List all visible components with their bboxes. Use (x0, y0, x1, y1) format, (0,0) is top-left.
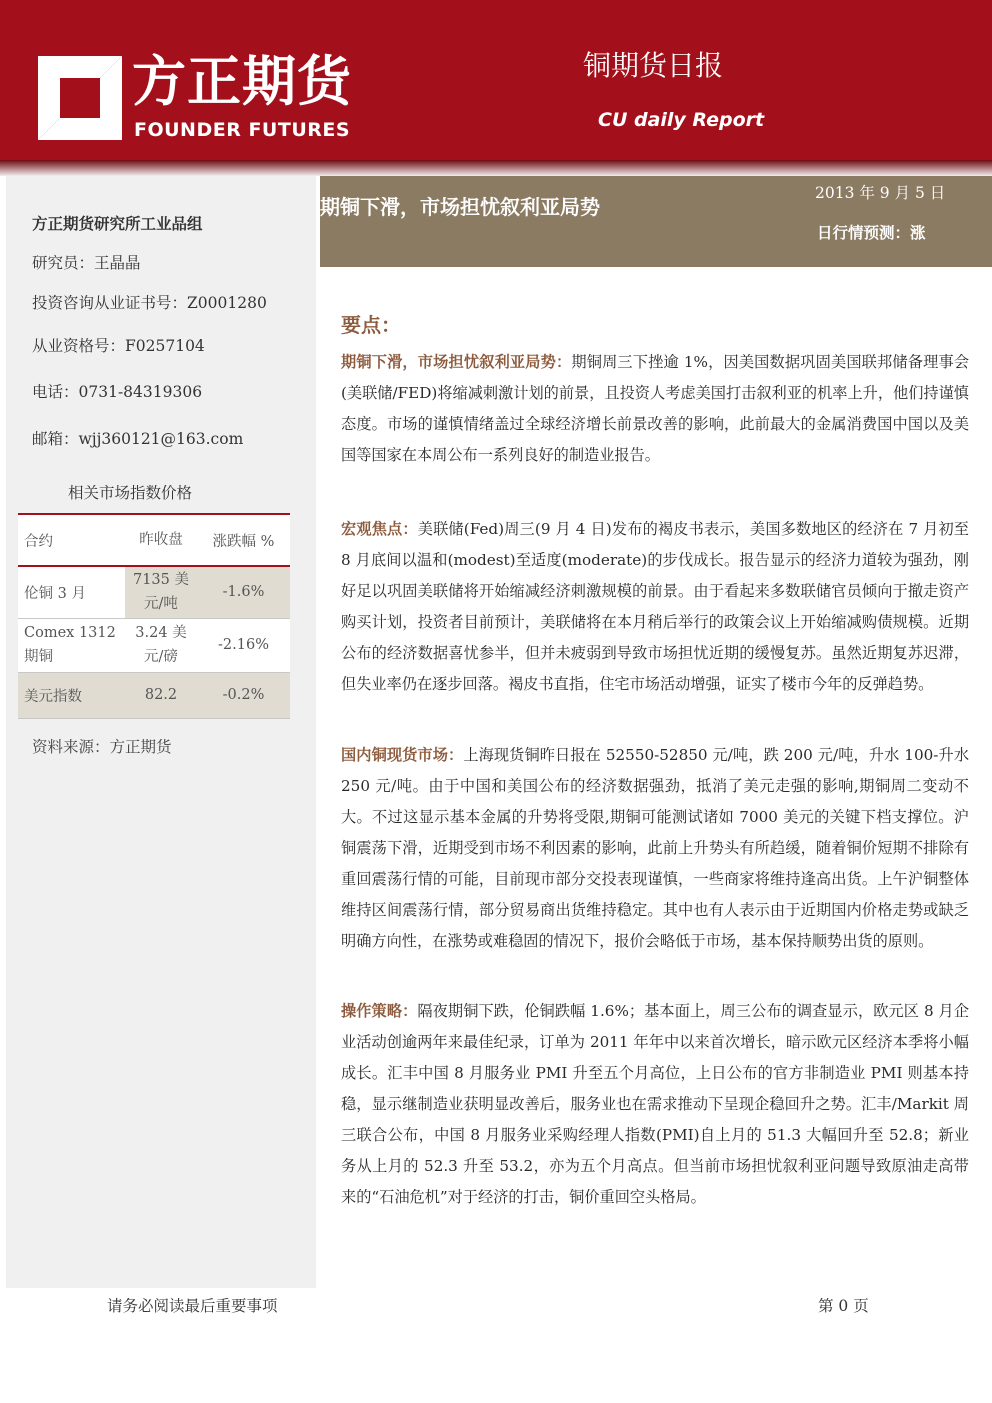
table-cell-change: -0.2% (197, 672, 290, 718)
table-row (18, 672, 290, 718)
table-cell-change: -2.16% (197, 618, 290, 672)
report-title-cn: 铜期货日报 (583, 49, 724, 82)
table-cell-contract: 美元指数 (18, 672, 125, 718)
paragraph-body: 期铜周三下挫逾 1%，因美国数据巩固美国联邦储备理事会(美联储/FED)将缩减刺激计划的前景，且投资人考虑美国打击叙利亚的机率上升，他们持谨慎态度。市场的谨慎情绪盖过全球经济增长前景改善的影响，此前最大的金属消费国中国以及美国等国家在本周公布一系列良好的制造业报告。 (341, 353, 970, 464)
logo-text-cn: 方正期货 (132, 50, 352, 113)
sidebar-qual-no: 从业资格号：F0257104 (32, 337, 205, 355)
paragraph-spot-market (341, 740, 969, 957)
market-price-table (18, 513, 290, 719)
sidebar-researcher: 研究员：王晶晶 (32, 254, 141, 272)
table-cell-close: 3.24 美元/磅 (125, 618, 197, 672)
table-header-row (18, 514, 290, 566)
table-cell-close: 7135 美元/吨 (125, 566, 197, 618)
report-header (0, 0, 992, 160)
sidebar-phone: 电话：0731-84319306 (32, 383, 203, 401)
daily-prediction: 日行情预测：涨 (817, 224, 926, 242)
logo-text-en: FOUNDER FUTURES (134, 119, 351, 141)
paragraph-body: 美联储(Fed)周三(9 月 4 日)发布的褐皮书表示，美国多数地区的经济在 7 月初至 8 月底间以温和(modest)至适度(moderate)的步伐成长。报告显示的经济力道较为强劲，刚好足以巩固美联储将开始缩减经济刺激规模的前景。由于看起来多数联储官员倾向于撤走资产购买计划，投资者目前预计，美联储将在本月稍后举行的政策会议上开始缩减购债规模。近期公布的经济数据喜忧参半，但并未疲弱到导致市场担忧近期的缓慢复苏。虽然近期复苏迟滞，但失业率仍在逐步回落。褐皮书直指，住宅市场活动增强，证实了楼市今年的反弹趋势。 (341, 520, 969, 693)
key-points-heading: 要点： (341, 313, 401, 337)
table-cell-contract: Comex 1312 期铜 (18, 618, 125, 672)
table-row (18, 566, 290, 618)
paragraph-lead: 期铜下滑，市场担忧叙利亚局势： (341, 353, 572, 371)
page-number: 第 0 页 (818, 1297, 869, 1315)
report-title-en: CU daily Report (598, 109, 765, 131)
table-header-cell: 昨收盘 (125, 514, 197, 566)
table-cell-close: 82.2 (125, 672, 197, 718)
table-cell-change: -1.6% (197, 566, 290, 618)
sidebar-org: 方正期货研究所工业品组 (32, 215, 203, 233)
founder-logo-icon (38, 56, 122, 140)
table-cell-contract: 伦铜 3 月 (18, 566, 125, 618)
paragraph-lead: 操作策略： (341, 1002, 418, 1020)
report-date: 2013 年 9 月 5 日 (815, 184, 946, 202)
table-header-cell: 合约 (18, 514, 125, 566)
sidebar-cert-no: 投资咨询从业证书号：Z0001280 (32, 294, 267, 312)
paragraph-lead: 国内铜现货市场： (341, 746, 464, 764)
report-headline: 期铜下滑，市场担忧叙利亚局势 (320, 195, 600, 219)
table-header-cell: 涨跌幅 % (197, 514, 290, 566)
header-shadow (0, 160, 992, 176)
paragraph-copper-decline (341, 347, 969, 471)
paragraph-body: 上海现货铜昨日报在 52550-52850 元/吨，跌 200 元/吨，升水 100-升水 250 元/吨。由于中国和美国公布的经济数据强劲，抵消了美元走强的影响,期铜周二变动不大。不过这显示基本金属的升势将受限,期铜可能测试诸如 7000 美元的关键下档支撑位。沪铜震荡下滑，近期受到市场不利因素的影响，此前上升势头有所趋缓，随着铜价短期不排除有重回震荡行情的可能，目前现市部分交投表现谨慎，一些商家将维持逢高出货。上午沪铜整体维持区间震荡行情，部分贸易商出货维持稳定。其中也有人表示由于近期国内价格走势或缺乏明确方向性，在涨势或难稳固的情况下，报价会略低于市场，基本保持顺势出货的原则。 (341, 746, 970, 950)
paragraph-body: 隔夜期铜下跌，伦铜跌幅 1.6%；基本面上，周三公布的调查显示，欧元区 8 月企业活动创逾两年来最佳纪录，订单为 2011 年年中以来首次增长，暗示欧元区经济本季将小幅成长。汇丰中国 8 月服务业 PMI 升至五个月高位，上日公布的官方非制造业 PMI 则基本持稳，显示继制造业获明显改善后，服务业也在需求推动下呈现企稳回升之势。汇丰/Markit 周三联合公布，中国 8 月服务业采购经理人指数(PMI)自上月的 51.3 大幅回升至 52.8；新业务从上月的 52.3 升至 53.2，亦为五个月高点。但当前市场担忧叙利亚问题导致原油走高带来的“石油危机”对于经济的打击，铜价重回空头格局。 (341, 1002, 970, 1206)
paragraph-macro-focus (341, 514, 969, 700)
table-row (18, 618, 290, 672)
sidebar-email: 邮箱：wjj360121@163.com (32, 430, 244, 448)
data-source: 资料来源：方正期货 (32, 738, 172, 756)
paragraph-strategy (341, 996, 969, 1213)
footer-notice: 请务必阅读最后重要事项 (107, 1297, 278, 1315)
market-table-title: 相关市场指数价格 (68, 484, 193, 502)
paragraph-lead: 宏观焦点： (341, 520, 418, 538)
